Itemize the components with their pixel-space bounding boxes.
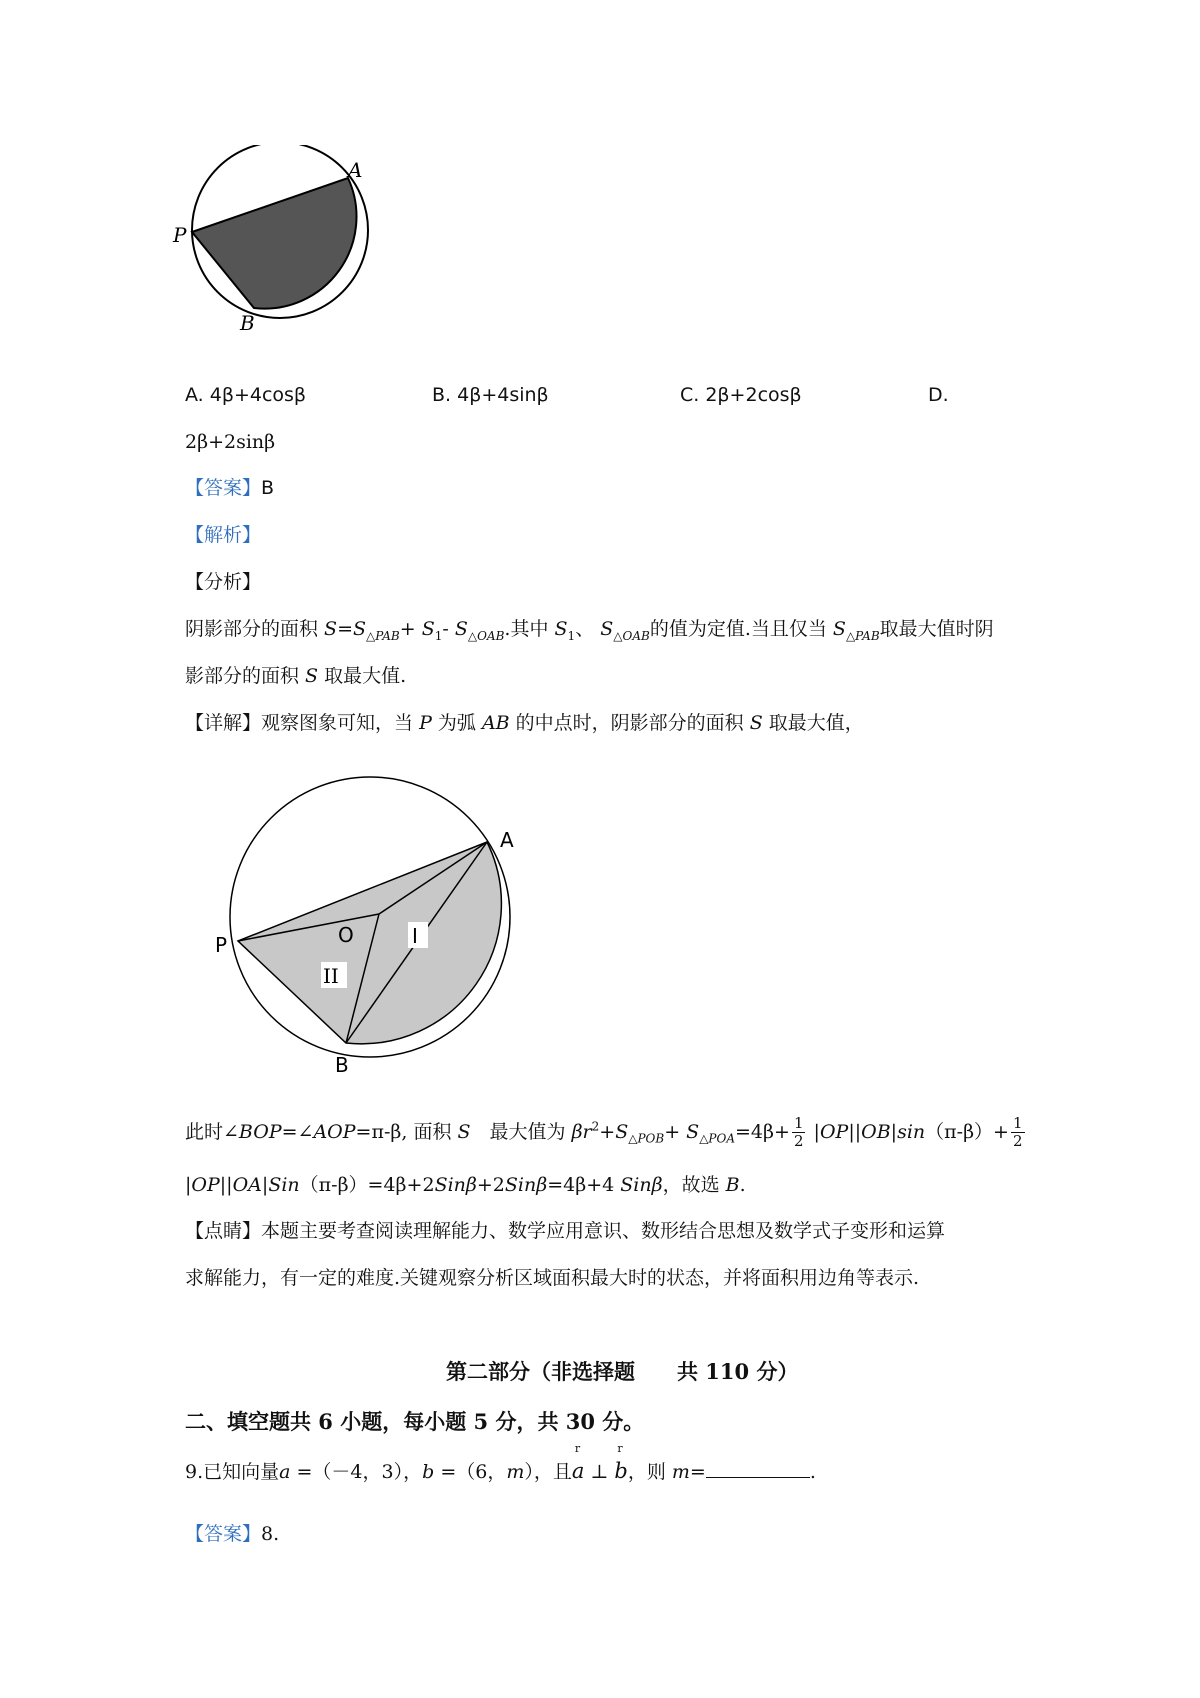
vector-b <box>614 1442 628 1485</box>
var: S <box>615 1120 629 1143</box>
text: | <box>807 1120 820 1143</box>
text: ），且 <box>524 1461 572 1483</box>
figure-1-shaded-region <box>192 178 356 309</box>
figure-1-circle-diagram <box>170 145 410 360</box>
var: βr <box>571 1120 592 1143</box>
var: B <box>725 1174 740 1196</box>
vector-b-letter: b <box>614 1459 628 1483</box>
fenxi-tag: 【分析】 <box>185 571 262 593</box>
answer-tag: 【答案】 <box>185 477 262 499</box>
text: =（6， <box>434 1461 507 1483</box>
text: 阴影部分的面积 <box>185 618 325 640</box>
text: || <box>848 1120 862 1143</box>
text: 9.已知向量 <box>185 1461 280 1483</box>
text: | <box>185 1174 192 1196</box>
figure-2-label-a: A <box>500 828 514 852</box>
text: 取最大值时阴 <box>879 618 994 640</box>
var: sin <box>897 1120 926 1143</box>
denominator: 2 <box>793 1132 804 1151</box>
subscript: 1 <box>434 628 443 643</box>
text: （π-β）=4β+2 <box>299 1174 435 1196</box>
dianjing-tag: 【点睛】 <box>185 1220 262 1242</box>
text: 取最大值. <box>318 665 407 687</box>
dianjing-line-2: 求解能力，有一定的难度.关键观察分析区域面积最大时的状态，并将面积用边角等表示. <box>185 1267 920 1289</box>
text: 影部分的面积 <box>185 665 306 687</box>
text: - <box>442 618 455 640</box>
text: （π-β）+ <box>925 1120 1009 1143</box>
var-s: S <box>832 618 846 640</box>
subscript: 1 <box>567 628 576 643</box>
var: Sin <box>268 1174 300 1196</box>
text: 为弧 <box>431 712 482 734</box>
text: || <box>219 1174 233 1196</box>
answer-blank[interactable] <box>706 1459 810 1478</box>
var-s: S <box>324 618 338 640</box>
subscript: △POB <box>628 1131 665 1146</box>
text: . <box>809 1461 816 1483</box>
answer-9-tag: 【答案】 <box>185 1523 262 1545</box>
text: 最大值为 <box>470 1120 572 1143</box>
var-s: S <box>554 618 568 640</box>
var-p: P <box>419 712 432 734</box>
text: . <box>739 1174 746 1196</box>
numerator: 1 <box>793 1114 804 1132</box>
formula-line-2 <box>185 1173 746 1198</box>
var: OP <box>819 1120 849 1143</box>
text: + <box>399 618 422 640</box>
option-c: C. 2β+2cosβ <box>680 384 802 406</box>
text: .其中 <box>504 618 555 640</box>
xiangjie-line <box>185 711 864 736</box>
var-s: S <box>454 618 468 640</box>
fraction-half <box>1011 1115 1025 1151</box>
figure-2-label-i: I <box>412 924 418 948</box>
var-ab: AB <box>481 712 510 734</box>
var-s: S <box>353 618 367 640</box>
figure-2-label-ii: II <box>323 964 339 988</box>
var: Sinβ <box>504 1174 548 1196</box>
analysis-tag: 【解析】 <box>185 524 262 546</box>
fenxi-line-2 <box>185 664 406 689</box>
section-2-heading: 二、填空题共 6 小题，每小题 5 分，共 30 分。 <box>185 1409 645 1434</box>
vector-arrow-icon: r <box>617 1442 623 1455</box>
var-s: S <box>421 618 435 640</box>
text: | <box>890 1120 898 1143</box>
var-a: a <box>279 1461 291 1483</box>
var: Sinβ <box>620 1174 663 1196</box>
text: 此时∠ <box>185 1120 239 1143</box>
var-b: b <box>422 1461 435 1483</box>
figure-1-label-p: P <box>173 223 187 247</box>
option-d-value: 2β+2sinβ <box>185 431 276 453</box>
option-d-label: D. <box>928 384 949 406</box>
var: S <box>686 1120 700 1143</box>
text: = <box>337 618 353 640</box>
var: S <box>457 1120 471 1143</box>
option-a: A. 4β+4cosβ <box>185 384 307 406</box>
answer-9-line <box>185 1522 279 1547</box>
var-s: S <box>600 618 614 640</box>
fenxi-line-1 <box>185 617 994 644</box>
answer-value: B <box>261 477 275 499</box>
text: 本题主要考查阅读理解能力、数学应用意识、数形结合思想及数学式子变形和运算 <box>261 1220 946 1242</box>
subscript: △POA <box>699 1131 736 1146</box>
xiangjie-tag: 【详解】 <box>185 712 262 734</box>
var-m: m <box>506 1461 525 1483</box>
formula-line-1 <box>185 1115 1027 1151</box>
var: OA <box>232 1174 262 1196</box>
text: 的中点时，阴影部分的面积 <box>509 712 750 734</box>
text: ，故选 <box>662 1174 726 1196</box>
figure-2-label-o: O <box>338 923 354 947</box>
var: BOP <box>238 1120 282 1143</box>
subscript: △OAB <box>613 628 650 643</box>
text: + <box>599 1120 616 1143</box>
figure-2-label-b: B <box>335 1053 349 1077</box>
figure-1-label-a: A <box>348 158 363 182</box>
var-s: S <box>305 665 319 687</box>
dianjing-line-1 <box>185 1219 945 1244</box>
vector-arrow-icon: r <box>574 1442 581 1455</box>
subscript: △PAB <box>366 628 400 643</box>
var: OB <box>861 1120 891 1143</box>
text: | <box>261 1174 269 1196</box>
text: =∠ <box>281 1120 314 1143</box>
var-s: S <box>749 712 763 734</box>
text: =（－4，3）， <box>290 1461 423 1483</box>
question-9 <box>185 1442 816 1485</box>
vector-a-letter: a <box>571 1459 585 1483</box>
text: =4β+4 <box>547 1174 621 1196</box>
figure-2-shaded-region <box>238 842 501 1044</box>
denominator: 2 <box>1012 1132 1023 1151</box>
text: =4β+ <box>735 1120 790 1143</box>
text: 的值为定值.当且仅当 <box>649 618 833 640</box>
subscript: △PAB <box>845 628 880 643</box>
text: = <box>689 1461 706 1483</box>
answer-line <box>185 476 274 501</box>
text: =π-β, 面积 <box>355 1120 458 1143</box>
option-b: B. 4β+4sinβ <box>432 384 549 406</box>
superscript: 2 <box>591 1119 600 1134</box>
numerator: 1 <box>1012 1114 1023 1132</box>
var: AOP <box>313 1120 356 1143</box>
answer-9-value: 8. <box>261 1523 280 1545</box>
perpendicular-symbol: ⊥ <box>584 1461 615 1483</box>
fraction-half <box>792 1115 806 1151</box>
text: ，则 <box>627 1461 672 1483</box>
figure-2-label-i-box <box>408 922 428 948</box>
var: OP <box>191 1174 220 1196</box>
text: + <box>664 1120 687 1143</box>
text: 取最大值， <box>762 712 864 734</box>
vector-a <box>571 1442 585 1485</box>
figure-1-label-b: B <box>240 311 255 335</box>
var: Sinβ <box>434 1174 477 1196</box>
var-m: m <box>671 1461 690 1483</box>
text: +2 <box>476 1174 505 1196</box>
figure-2-label-p: P <box>215 933 228 957</box>
text: 、 <box>575 618 601 640</box>
subscript: △OAB <box>467 628 505 643</box>
text: 观察图象可知，当 <box>261 712 420 734</box>
figure-2-circle-diagram <box>205 760 535 1080</box>
part-2-heading: 第二部分（非选择题 共 110 分） <box>446 1359 799 1384</box>
